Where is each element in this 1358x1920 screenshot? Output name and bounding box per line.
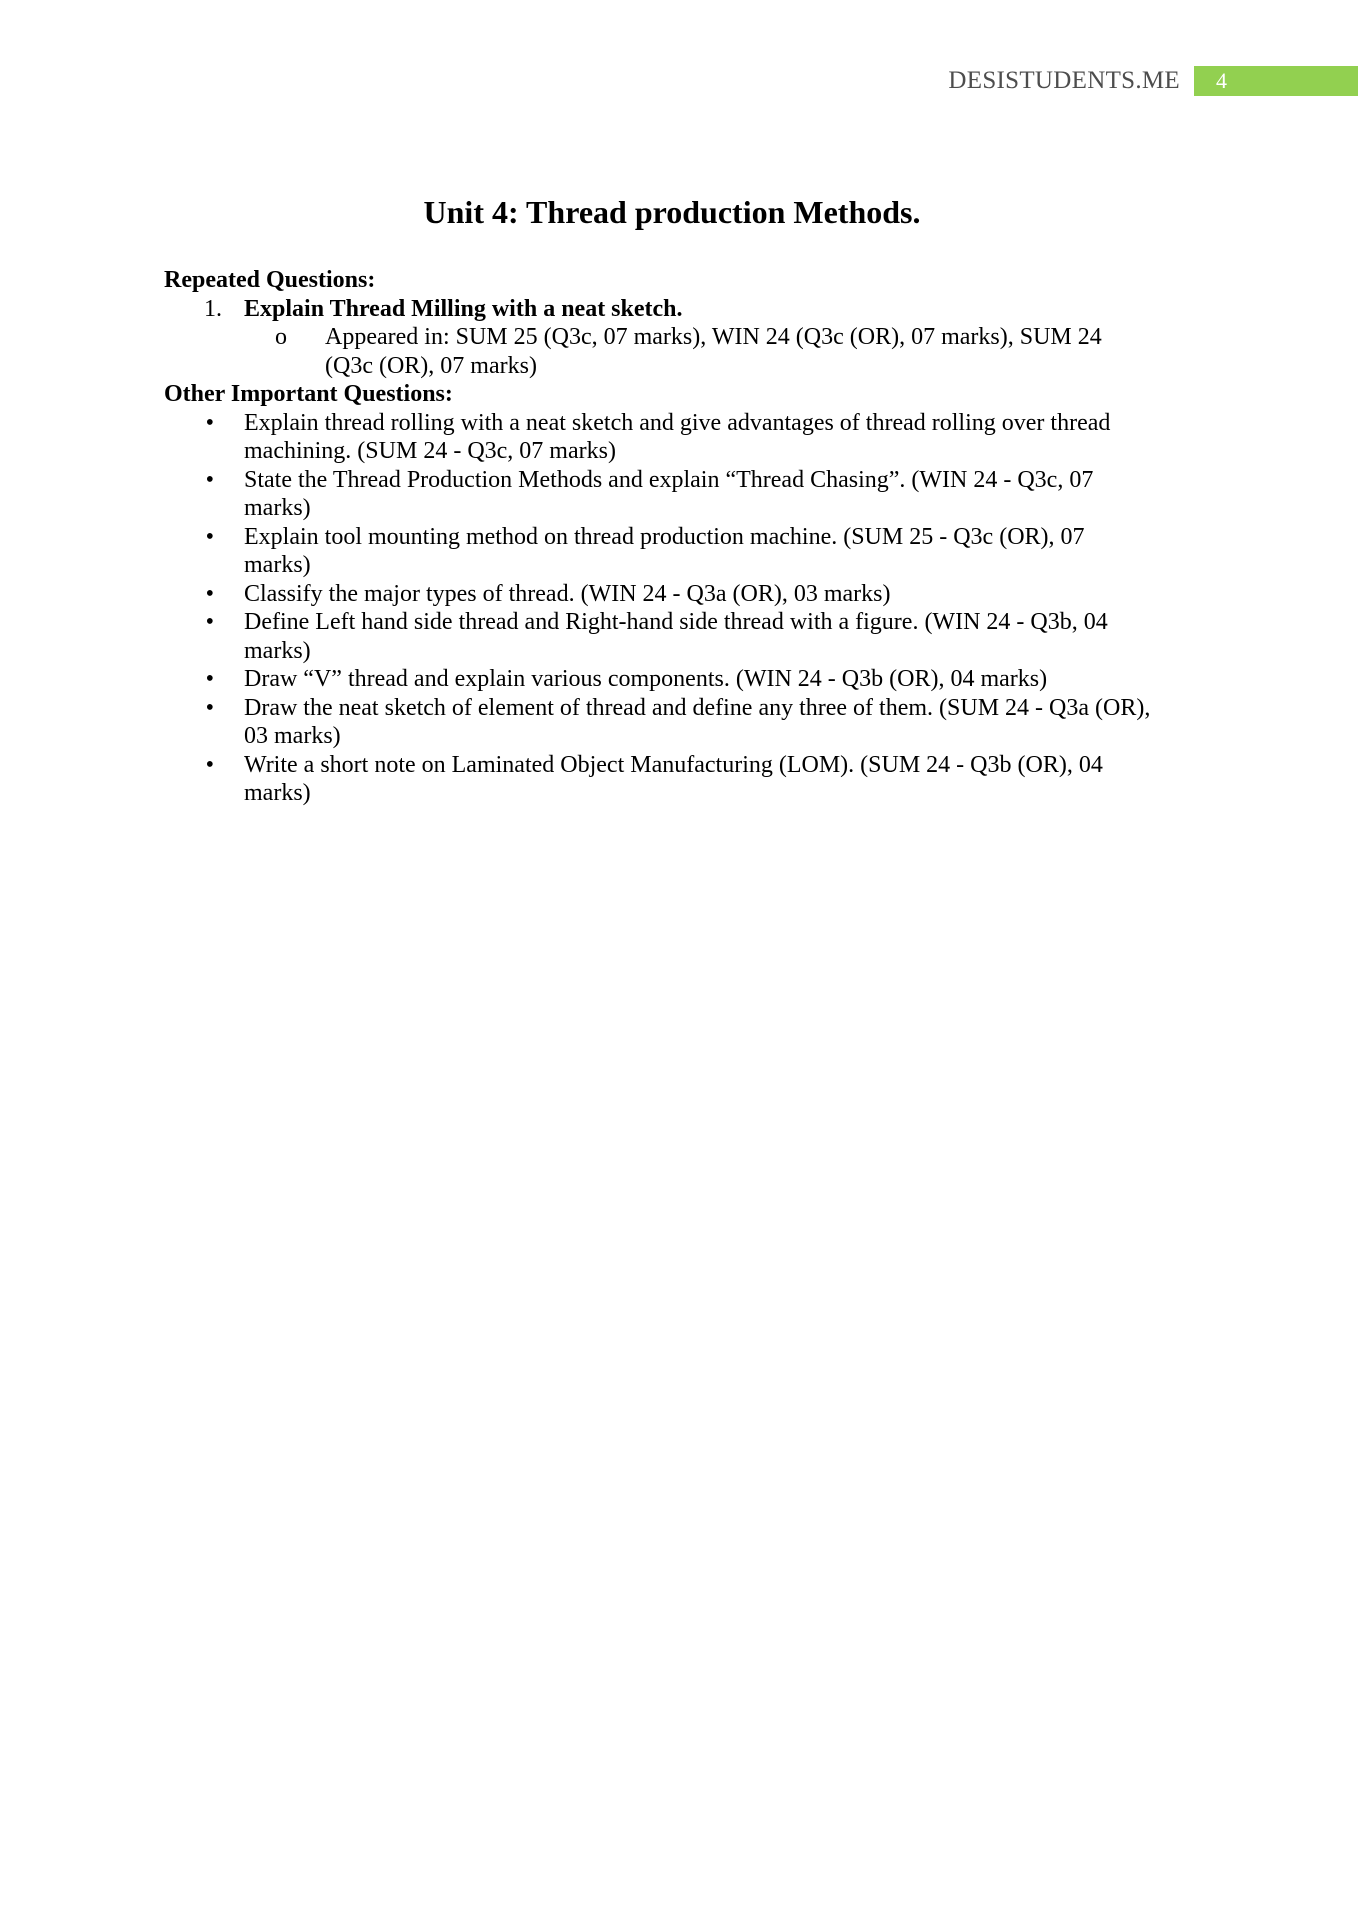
question-text: Define Left hand side thread and Right-hand side thread with a figure. (WIN 24 - Q3b, 04 marks) — [244, 609, 1108, 664]
document-body — [164, 266, 1154, 808]
repeated-questions-heading: Repeated Questions: — [164, 267, 376, 293]
bullet-marker: • — [205, 666, 214, 692]
list-item — [164, 523, 1154, 580]
question-text: Draw the neat sketch of element of thread and define any three of them. (SUM 24 - Q3a (OR), 03 marks) — [244, 694, 1151, 749]
list-item — [164, 608, 1154, 665]
appearance-text: Appeared in: SUM 25 (Q3c, 07 marks), WIN 24 (Q3c (OR), 07 marks), SUM 24 (Q3c (OR), 07 marks) — [325, 324, 1102, 379]
bullet-marker: • — [205, 694, 214, 721]
question-text: Explain thread rolling with a neat sketch and give advantages of thread rolling over thread machining. (SUM 24 - Q3c, 07 marks) — [244, 409, 1111, 464]
bullet-marker: • — [205, 409, 214, 436]
header-page-number: 4 — [1194, 66, 1358, 96]
question-text: State the Thread Production Methods and explain “Thread Chasing”. (WIN 24 - Q3c, 07 marks) — [244, 466, 1094, 521]
list-item — [164, 751, 1154, 808]
other-questions-list — [164, 409, 1154, 808]
bullet-marker: • — [205, 751, 214, 778]
document-title: Unit 4: Thread production Methods. — [423, 194, 921, 230]
question-number: 1. — [204, 295, 222, 322]
bullet-marker: • — [205, 523, 214, 550]
bullet-marker: • — [205, 466, 214, 493]
question-text: Classify the major types of thread. (WIN 24 - Q3a (OR), 03 marks) — [244, 580, 891, 607]
question-text: Explain tool mounting method on thread production machine. (SUM 25 - Q3c (OR), 07 marks) — [244, 523, 1085, 578]
appearance-note — [164, 323, 1154, 380]
sub-bullet-marker: o — [275, 324, 287, 350]
question-text: Write a short note on Laminated Object Manufacturing (LOM). (SUM 24 - Q3b (OR), 04 marks) — [244, 751, 1103, 806]
list-item — [164, 665, 1154, 694]
header-site-name: DESISTUDENTS.ME — [948, 67, 1180, 94]
list-item — [164, 580, 1154, 609]
other-questions-heading: Other Important Questions: — [164, 381, 453, 407]
bullet-marker: • — [205, 580, 214, 607]
bullet-marker: • — [205, 609, 214, 635]
page-header — [948, 66, 1358, 96]
list-item — [164, 694, 1154, 751]
repeated-question-item — [164, 295, 1154, 324]
question-text: Draw “V” thread and explain various components. (WIN 24 - Q3b (OR), 04 marks) — [244, 666, 1048, 692]
list-item — [164, 466, 1154, 523]
repeated-question-text: Explain Thread Milling with a neat sketch. — [244, 295, 683, 322]
list-item — [164, 409, 1154, 466]
